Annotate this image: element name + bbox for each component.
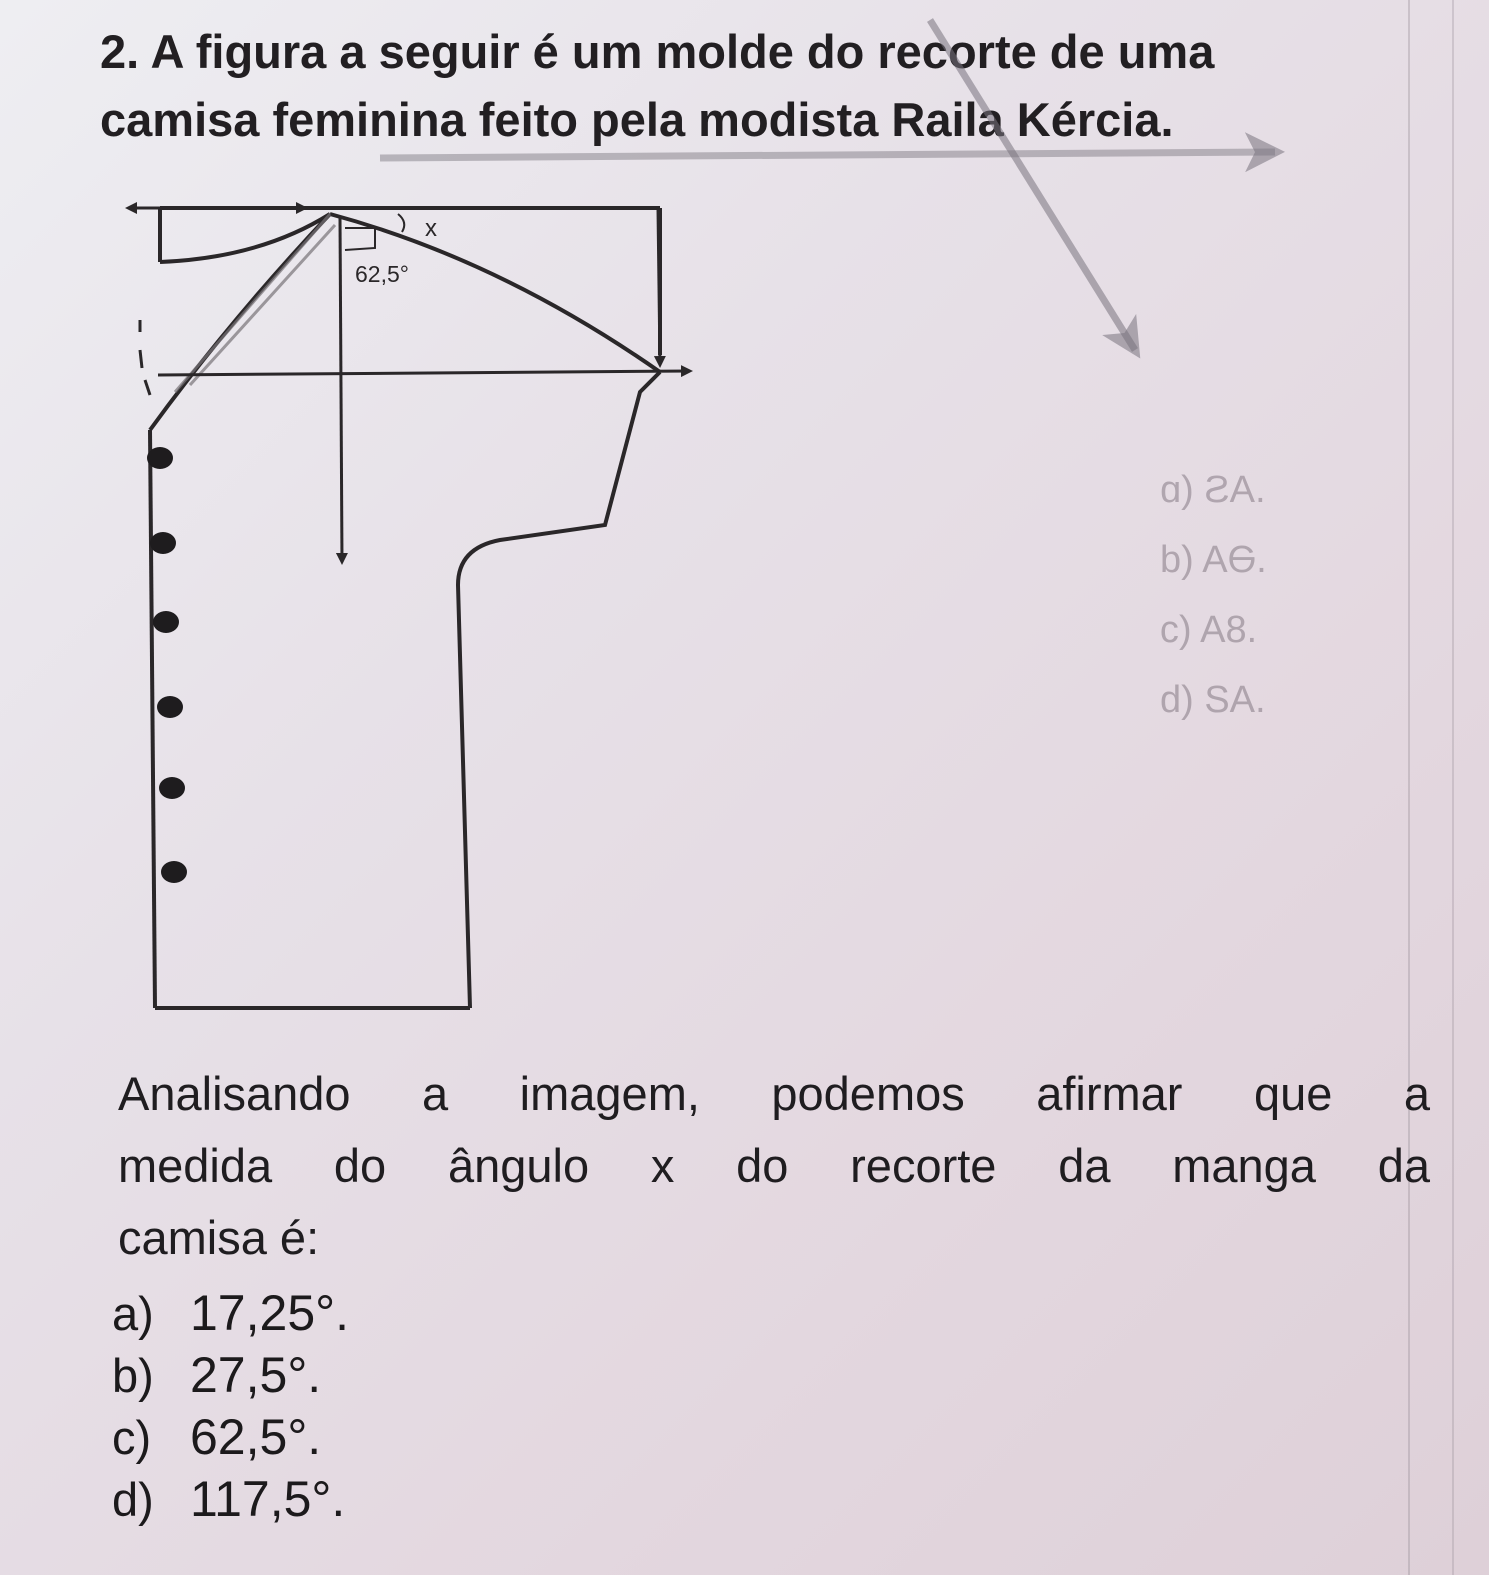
option-letter: a) — [112, 1287, 154, 1340]
question-title-line-1: 2. A figura a seguir é um molde do recorte de uma — [100, 25, 1215, 78]
left-edge-marks — [140, 320, 150, 395]
button-dot — [150, 532, 176, 554]
button-dot — [159, 777, 185, 799]
option-b[interactable] — [112, 1344, 349, 1406]
angle-62-5-label: 62,5° — [355, 261, 409, 287]
right-angle-marker — [345, 228, 375, 250]
bleed-through-arrows — [380, 20, 1275, 350]
bleed-line: .AƧ (b — [1160, 679, 1266, 721]
button-dot — [157, 696, 183, 718]
option-value: 117,5°. — [190, 1471, 346, 1527]
answer-options — [112, 1282, 349, 1530]
question-statement — [118, 1058, 1430, 1274]
option-a[interactable] — [112, 1282, 349, 1344]
unknown-angle-label: x — [425, 215, 437, 242]
option-c[interactable] — [112, 1406, 349, 1468]
option-letter: c) — [112, 1411, 152, 1464]
statement-line-1: Analisando a imagem, podemos afirmar que a — [118, 1067, 1430, 1120]
bleed-line: .ƏA (d — [1160, 539, 1267, 581]
pattern-outline — [150, 208, 660, 1008]
statement-line-3: camisa é: — [118, 1211, 320, 1264]
option-value: 62,5°. — [190, 1409, 322, 1465]
construction-lines — [175, 214, 335, 392]
button-dot — [147, 447, 173, 469]
measurement-arrows — [128, 208, 690, 562]
bleed-through-text — [1160, 455, 1360, 735]
button-dot — [153, 611, 179, 633]
button-dot — [161, 861, 187, 883]
angle-x-arc — [398, 214, 404, 232]
option-letter: b) — [112, 1349, 154, 1402]
option-d[interactable] — [112, 1468, 349, 1530]
statement-line-2: medida do ângulo x do recorte da manga da — [118, 1139, 1430, 1192]
question-title-line-2: camisa feminina feito pela modista Raila Kércia. — [100, 93, 1174, 146]
option-value: 27,5°. — [190, 1347, 322, 1403]
option-value: 17,25°. — [190, 1285, 350, 1341]
option-letter: d) — [112, 1473, 154, 1526]
bleed-line: .8A (ɔ — [1160, 609, 1258, 651]
bleed-line: .AS (ɒ — [1160, 469, 1266, 511]
